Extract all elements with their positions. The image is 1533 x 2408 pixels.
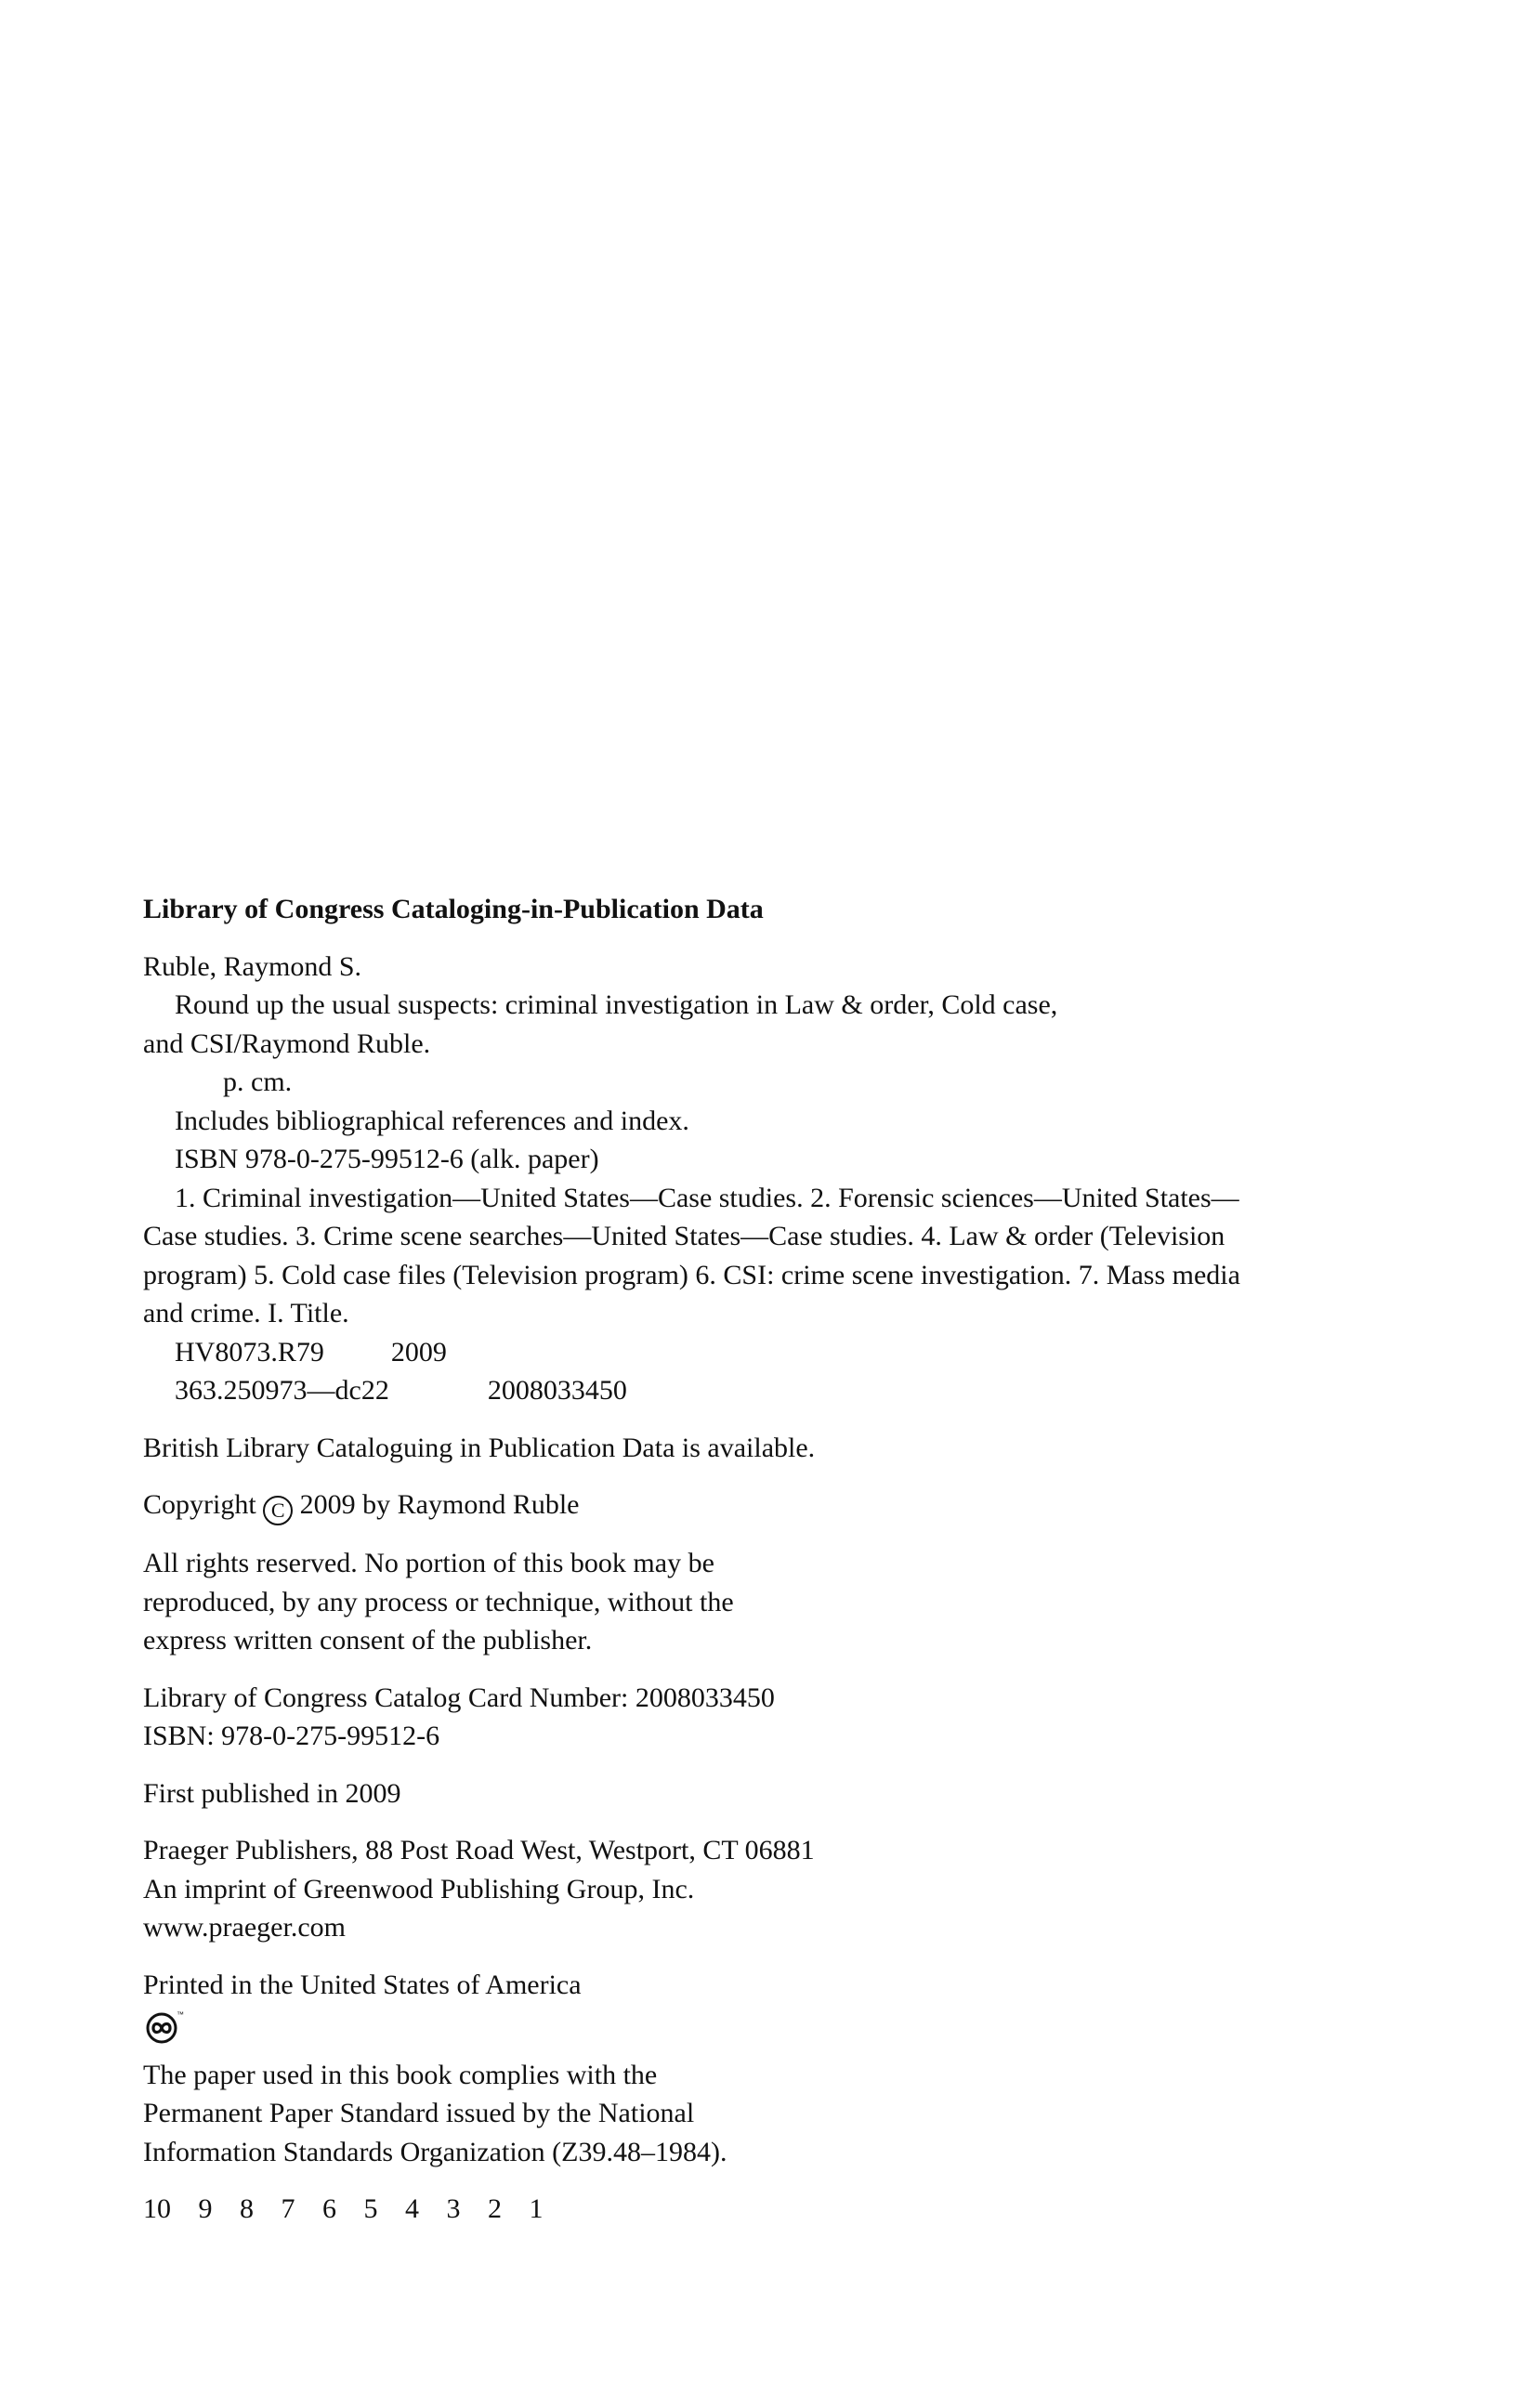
paper-standard-notice: [143, 2056, 1351, 2172]
cip-bibliography-note: Includes bibliographical references and index.: [175, 1105, 689, 1136]
print-number: 7: [281, 2193, 295, 2224]
permanent-paper-infinity-icon: [143, 2008, 193, 2045]
printing-number-line: [143, 2190, 1351, 2229]
publisher-address: Praeger Publishers, 88 Post Road West, Westport, CT 06881: [143, 1835, 815, 1865]
rights-line-1: All rights reserved. No portion of this book may be: [143, 1548, 714, 1578]
publisher-website: www.praeger.com: [143, 1912, 346, 1943]
cip-pcm: p. cm.: [223, 1067, 293, 1097]
cip-lc-classification: [143, 1333, 1351, 1372]
paper-notice-line-1: The paper used in this book complies with the: [143, 2059, 658, 2090]
catalog-card-number: Library of Congress Catalog Card Number: 2008033450: [143, 1682, 775, 1713]
print-number: 3: [446, 2193, 461, 2224]
printed-in: Printed in the United States of America: [143, 1969, 582, 2000]
print-number: 6: [322, 2193, 336, 2224]
cip-record: [143, 948, 1351, 1410]
copyright-prefix: Copyright: [143, 1489, 256, 1520]
cip-author: Ruble, Raymond S.: [143, 950, 362, 982]
paper-notice-line-3: Information Standards Organization (Z39.48–1984).: [143, 2136, 727, 2167]
lc-class-year: 2009: [390, 1336, 447, 1368]
print-number: 5: [363, 2193, 378, 2224]
isbn-line: ISBN: 978-0-275-99512-6: [143, 1721, 440, 1751]
copyright-line: [143, 1485, 1351, 1525]
cip-dewey-line: [143, 1371, 1351, 1410]
print-number: 2: [488, 2193, 502, 2224]
first-published: First published in 2009: [143, 1777, 401, 1809]
lccn-number: 2008033450: [487, 1375, 627, 1406]
cip-isbn: ISBN 978-0-275-99512-6 (alk. paper): [175, 1144, 599, 1174]
catalog-numbers: [143, 1679, 1351, 1756]
rights-reserved: [143, 1544, 1351, 1660]
copyright-holder: 2009 by Raymond Ruble: [299, 1489, 580, 1520]
cip-title-line-1: Round up the usual suspects: criminal investigation in Law & order, Cold case,: [175, 989, 1058, 1020]
paper-tm-mark: ™: [177, 2010, 184, 2019]
publisher-info: [143, 1831, 1351, 1947]
print-number: 9: [198, 2193, 213, 2224]
dewey-number: 363.250973—dc22: [175, 1375, 389, 1406]
copyright-page: [143, 890, 1351, 2229]
print-number: 4: [405, 2193, 419, 2224]
cip-title-line-2: and CSI/Raymond Ruble.: [143, 1027, 431, 1059]
cip-heading: Library of Congress Cataloging-in-Publication Data: [143, 894, 764, 924]
lc-class-number: HV8073.R79: [175, 1336, 324, 1368]
rights-line-2: reproduced, by any process or technique, without the: [143, 1586, 734, 1617]
print-number: 1: [529, 2193, 544, 2224]
rights-line-3: express written consent of the publisher.: [143, 1625, 593, 1656]
permanent-paper-icon-row: [143, 2004, 1351, 2056]
british-library-note: British Library Cataloguing in Publication Data is available.: [143, 1432, 816, 1463]
paper-notice-line-2: Permanent Paper Standard issued by the National: [143, 2098, 695, 2128]
publisher-imprint: An imprint of Greenwood Publishing Group, Inc.: [143, 1873, 695, 1904]
print-number: 8: [240, 2193, 254, 2224]
cip-subjects: 1. Criminal investigation—United States—Case studies. 2. Forensic sciences—United States—Case studies. 3. Crime scene searches—United States—Case studies. 4. Law & order (Television program) 5. Cold case files (Television program) 6. CSI: crime scene investigation. 7. Mass media and crime. I. Title.: [143, 1182, 1240, 1328]
print-number: 10: [143, 2193, 171, 2224]
copyright-symbol-icon: C: [263, 1496, 293, 1525]
